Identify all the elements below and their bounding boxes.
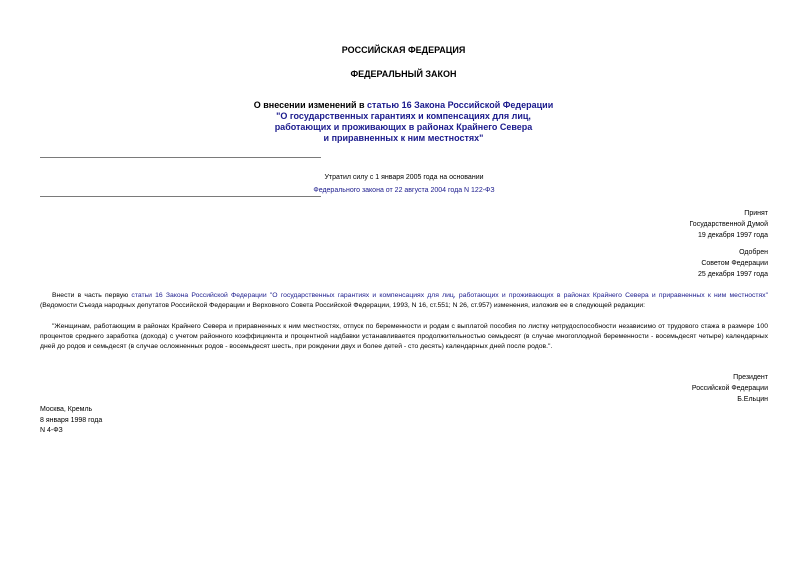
approval-line3: 25 декабря 1997 года <box>697 271 768 278</box>
signature-line2: Российской Федерации <box>691 385 768 392</box>
place-date-block <box>40 405 102 437</box>
lost-force-text: Утратил силу с 1 января 2005 года на основании <box>324 174 484 181</box>
divider-bottom <box>40 196 321 197</box>
law-title-line1 <box>0 100 807 111</box>
law-title-line4[interactable]: и приравненных к ним местностях" <box>323 133 484 143</box>
place-line3: N 4-ФЗ <box>40 427 63 434</box>
law-title <box>0 100 807 144</box>
lost-force-link[interactable]: Федерального закона от 22 августа 2004 года N 122-ФЗ <box>313 187 495 194</box>
adoption-line3: 19 декабря 1997 года <box>697 232 768 239</box>
approval-block <box>698 247 768 280</box>
body-paragraph-2: "Женщинам, работающим в районах Крайнего Севера и приравненных к ним местностях, отпуск по беременности и родам с выплатой пособия по листку нетрудоспособности независимо от трудового стажа в размере 100 процентов среднего заработка (дохода) с учетом районного коэффициента и процентной надбавки устанавливается продолжительностью семьдесят (в случае многоплодной беременности - восемьдесят четыре) календарных дней до родов и семьдесят (в случае осложненных родов - восемьдесят шесть, при рождении двух и более детей - сто десять) календарных дней после родов.". <box>40 323 768 351</box>
article-link[interactable]: статью 16 Закона Российской Федерации <box>367 100 554 110</box>
lost-force-note <box>40 171 768 197</box>
adoption-line1: Принят <box>744 210 768 217</box>
law-title-line2[interactable]: "О государственных гарантиях и компенсациях для лиц, <box>276 111 531 121</box>
place-line2: 8 января 1998 года <box>40 416 103 424</box>
p1-law-link[interactable]: статьи 16 Закона Российской Федерации "О государственных гарантиях и компенсациях для лиц, работающих и проживающих в районах Крайнего Севера и приравненных к ним местностях" <box>131 292 768 299</box>
signature-block <box>692 372 768 405</box>
p1-start: Внести в часть первую <box>52 292 132 299</box>
p1-end: (Ведомости Съезда народных депутатов Российской Федерации и Верховного Совета Российской Федерации, 1993, N 16, ст.551; N 26, ст.957) изменения, изложив ее в следующей редакции: <box>40 302 646 310</box>
approval-line1: Одобрен <box>739 249 768 256</box>
law-title-prefix: О внесении изменений в <box>253 100 368 110</box>
adoption-block <box>689 208 768 241</box>
place-line1: Москва, Кремль <box>40 406 93 413</box>
approval-line2: Советом Федерации <box>701 260 768 267</box>
divider-top <box>40 157 321 158</box>
body-paragraph-1 <box>40 291 768 311</box>
country-heading: РОССИЙСКАЯ ФЕДЕРАЦИЯ <box>341 45 466 55</box>
signature-line1: Президент <box>733 374 768 381</box>
doc-type-heading: ФЕДЕРАЛЬНЫЙ ЗАКОН <box>350 69 457 79</box>
adoption-line2: Государственной Думой <box>689 221 768 228</box>
law-title-line3[interactable]: работающих и проживающих в районах Крайнего Севера <box>274 122 533 132</box>
signature-line3: Б.Ельцин <box>737 396 768 403</box>
